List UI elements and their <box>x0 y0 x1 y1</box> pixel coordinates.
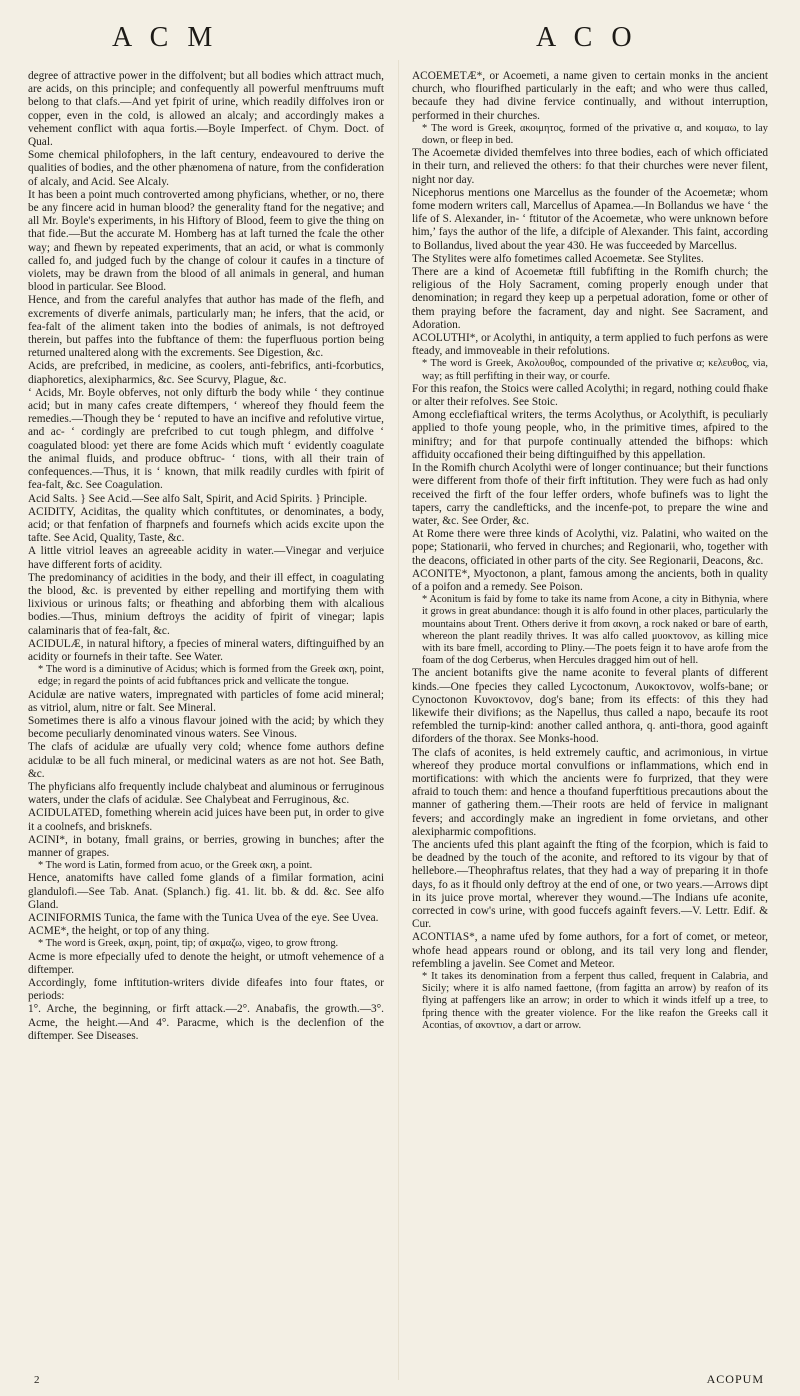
entry-paragraph: It has been a point much controverted among phyficians, whether, or no, there be any fincere acid in human blood? the generality ftand for the negative; and all Mr. Boyle's experiments, in his Hiftory of Blood, feem to give the thing on that fide.—But the accurate M. Homberg has at laft turned the fcale the other way; and fhewn by repeated experiments, that an acid, or what is commonly called fo, and judged fuch by the change of colour it caufes in a tincture of violets, may be drawn from the blood of all animals in general, and human blood in particular. See Blood. <box>28 188 384 294</box>
entry-paragraph: Hence, anatomifts have called fome glands of a fimilar formation, acini glandulofi.—See Tab. Anat. (Splanch.) fig. 41. lit. bb. & dd. &c. See alfo Gland. <box>28 872 384 911</box>
footnote: * It takes its denomination from a ferpent thus called, frequent in Calabria, and Sicily; where it is alfo named faettone, (from fagitta an arrow) by reafon of its flying at paffengers like an arrow; in order to which it winds itfelf up a tree, to fpring thence with the greater violence. For the like reafon the Greeks call it Acontias, of ακοντιον, a dart or arrow. <box>422 971 768 1031</box>
cross-reference: Acid Salts. } See Acid.—See alfo Salt, Spirit, and Acid Spirits. } Principle. <box>28 492 368 505</box>
footnote: * The word is Latin, formed from acuo, or the Greek ακη, a point. <box>38 860 313 872</box>
entry-paragraph: In the Romifh church Acolythi were of longer continuance; but their functions were different from thofe of their firft inftitution. They were fuch as had only received the firft of the four leffer orders, whofe bufinefs was to light the tapers, carry the candlefticks, and the incenfe-pot, to prepare the wine and water, &c. See Order, &c. <box>412 462 768 527</box>
running-head-left: A C M <box>112 22 219 53</box>
entry-paragraph: ACIDULÆ, in natural hiftory, a fpecies of mineral waters, diftinguifhed by an acidity or fournefs in their tafte. See Water. <box>28 637 384 663</box>
signature-mark: 2 <box>34 1374 40 1386</box>
entry-paragraph: ACOLUTHI*, or Acolythi, in antiquity, a term applied to fuch perfons as were fteady, and immoveable in their refolutions. <box>412 332 768 358</box>
entry-paragraph: Acids, are prefcribed, in medicine, as coolers, anti-febrifics, anti-fcorbutics, diaphoretics, alexipharmics, &c. See Scurvy, Plague, &c. <box>28 360 384 386</box>
footnote: * The word is Greek, Ακολουθος, compounded of the privative α; κελευθος, via, way; as ftill perfifting in their way, or courfe. <box>422 358 768 382</box>
entry-paragraph: ACONTIAS*, a name ufed by fome authors, for a fort of comet, or meteor, whofe head appears round or oblong, and its tail very long and flender, refembling a javelin. See Comet and Meteor. <box>412 931 768 970</box>
entry-paragraph: ACIDITY, Aciditas, the quality which conftitutes, or denominates, a body, acid; or that fenfation of fharpnefs and fournefs which acids excite upon the tafte. See Acid, Quality, Taste, &c. <box>28 505 384 545</box>
entry-paragraph: For this reafon, the Stoics were called Acolythi; in regard, nothing could fhake or alter their refolves. See Stoic. <box>412 382 768 409</box>
entry-paragraph: 1°. Arche, the beginning, or firft attack.—2°. Anabafis, the growth.—3°. Acme, the height.—And 4°. Paracme, which is the declenfion of the diftemper. See Diseases. <box>28 1003 384 1042</box>
entry-paragraph: The clafs of aconites, is held extremely cauftic, and acrimonious, in virtue whereof they produce mortal convulfions or inflammations, which end in mortifications: with which the ancients were fo furprized, that they were afraid to touch them: and hence a thoufand fuperftitious precautions about the manner of gathering them.—Their roots are held of fervice in malignant fevers; and accordingly make an ingredient in fome orvietans, and other alexipharmic compofitions. <box>412 746 768 838</box>
column-gutter <box>398 60 399 1380</box>
entry-paragraph: The Acoemetæ divided themfelves into three bodies, each of which officiated in their turn, and relieved the others: fo that their churches were never filent, night nor day. <box>412 147 768 186</box>
entry-paragraph: The ancients ufed this plant againft the fting of the fcorpion, which is faid to be deadned by the touch of the aconite, and reftored to its vigour by that of hellebore.—Theophraftus relates, that they had a way of preparing it in thofe days, fo as it fhould only deftroy at the end of one, or two years.—Arrows dipt in its juice prove mortal, wherever they wound.—The Indians ufe aconite, corrected in cow's urine, with good fuccefs againft fevers.—V. Lettr. Edif. & Cur. <box>412 838 768 931</box>
entry-paragraph: Nicephorus mentions one Marcellus as the founder of the Acoemetæ; whom fome modern writers call, Marcellus of Apamea.—In Bollandus we have ‘ the life of S. Alexander, in- ‘ ftitutor of the Acoemetæ, who were unknown before him,’ fays the author of the life, a difciple of Alexander. This faint, according to Bollandus, lived about the year 430. He was fucceeded by Marcellus. <box>412 186 768 252</box>
entry-paragraph: The Stylites were alfo fometimes called Acoemetæ. See Stylites. <box>412 252 704 265</box>
entry-paragraph: Acme is more efpecially ufed to denote the height, or utmoft vehemence of a diftemper. <box>28 950 384 976</box>
footnote: * Aconitum is faid by fome to take its name from Acone, a city in Bithynia, where it grows in great abundance: though it is alfo found in other places, particularly the mountains about Trent. Others derive it from ακονη, a rock naked or bare of earth, whereon the plant readily thrives. It was alfo called μυοκτονον, as killing mice with its bare fmell, according to Pliny.—The poets feign it to have arofe from the foam of the dog Cerberus, when Hercules dragged him out of hell. <box>422 594 768 667</box>
entry-paragraph: Among ecclefiaftical writers, the terms Acolythus, or Acolythift, is peculiarly applied to thofe young people, who, in the primitive times, afpired to the miniftry; and for that purpofe continually attended the bifhops: which affiduity occafioned their being diftinguifhed by this appellation. <box>412 409 768 461</box>
right-column <box>412 70 768 1032</box>
footnote: * The word is Greek, ακμη, point, tip; of ακμαζω, vigeo, to grow ftrong. <box>38 938 339 950</box>
entry-paragraph: Sometimes there is alfo a vinous flavour joined with the acid; by which they become peculiarly denominated vinous waters. See Vinous. <box>28 714 384 741</box>
running-head-right: A C O <box>536 22 638 53</box>
entry-paragraph: The predominancy of acidities in the body, and their ill effect, in coagulating the blood, &c. is prevented by either repelling and mortifying them with lixivious or urinous falts; or fheathing and abforbing them with alcalious bodies.—Thus, minium deftroys the acidity of fpirit of vinegar; lapis calaminaris that of fea-falt, &c. <box>28 571 384 637</box>
entry-paragraph: Accordingly, fome inftitution-writers divide difeafes into four ftates, or periods: <box>28 977 384 1003</box>
entry-paragraph: ACONITE*, Myoctonon, a plant, famous among the ancients, both in quality of a poifon and a remedy. See Poison. <box>412 567 768 593</box>
entry-paragraph: The ancient botanifts give the name aconite to feveral plants of different kinds.—One fpecies they called Lycoctonum, Λυκοκτονον, wolfs-bane; or Cynoctonon Κυνοκτονον, dog's bane; from its effects: of this they had likewife their divifions; as the Napellus, thus called a napo, becaufe its root refembled the turnip-kind: another called anthora, q. anti-thora, good againft diforders of the thorax. See Monks-hood. <box>412 667 768 746</box>
entry-paragraph: The clafs of acidulæ are ufually very cold; whence fome authors define acidulæ to be all fuch mineral, or medicinal waters as are not hot. See Bath, &c. <box>28 741 384 780</box>
footnote: * The word is a diminutive of Acidus; which is formed from the Greek ακη, point, edge; in regard the points of acid fubftances prick and vellicate the tongue. <box>38 664 384 688</box>
entry-paragraph: Acidulæ are native waters, impregnated with particles of fome acid mineral; as vitriol, alum, nitre or falt. See Mineral. <box>28 688 384 714</box>
entry-paragraph: The phyficians alfo frequently include chalybeat and aluminous or ferruginous waters, under the clafs of acidulæ. See Chalybeat and Ferruginous, &c. <box>28 780 384 807</box>
entry-paragraph: A little vitriol leaves an agreeable acidity in water.—Vinegar and verjuice have different forts of acidity. <box>28 545 384 571</box>
entry-paragraph: Hence, and from the careful analyfes that author has made of the flefh, and excrements of diverfe animals, particularly man; he infers, that the acid, or fea-falt of the aliment taken into the bodies of animals, is not deftroyed therein, but paffes into the fubftance of them: the fuperfluous portion being returned unaltered along with the excrements. See Digestion, &c. <box>28 294 384 360</box>
entry-paragraph: ACINI*, in botany, fmall grains, or berries, growing in bunches; after the manner of grapes. <box>28 833 384 859</box>
catchword: ACOPUM <box>706 1372 764 1386</box>
entry-paragraph: degree of attractive power in the diffolvent; but all bodies which attract much, are acids, on this principle; and confequently all powerful menftruums muft belong to that clafs.—And yet fpirit of urine, which readily diffolves iron or copper, even in the cold, is allowed an alcaly; and accordingly makes a vehement conflict with aqua fortis.—Boyle Imperfect. of Chym. Doct. of Qual. <box>28 70 384 149</box>
entry-paragraph: There are a kind of Acoemetæ ftill fubfifting in the Romifh church; the religious of the Holy Sacrament, coming properly enough under that denomination; in regard they keep up a perpetual adoration, fome or other of them praying before the facrament, day and night. See Sacrament, and Adoration. <box>412 266 768 331</box>
quoted-paragraph: ‘ Acids, Mr. Boyle obferves, not only difturb the body while ‘ they continue acid; but in many cafes create diftempers, ‘ whereof they fhould feem the remedies.—Though they be ‘ reputed to have an incifive and refolutive virtue, and ac- ‘ cordingly are prefcribed to cut tough phlegm, and diffolve ‘ coagulated blood: yet there are fome Acids which muft ‘ evidently coagulate the animal fluids, and produce obftruc- ‘ tions, with all their train of confequences.—Thus, it is ‘ known, that milk readily curdles with fpirit of fea-falt, &c. See Coagulation. <box>28 386 384 492</box>
entry-paragraph: Some chemical philofophers, in the laft century, endeavoured to derive the qualities of bodies, and the other phænomena of nature, from the confideration of alcaly, and Acid. See Alcaly. <box>28 149 384 188</box>
entry-paragraph: ACME*, the height, or top of any thing. <box>28 925 210 938</box>
entry-paragraph: ACOEMETÆ*, or Acoemeti, a name given to certain monks in the ancient church, who flourifhed particularly in the eaft; and who were thus called, becaufe they had divine fervice continually, and without interruption, performed in their churches. <box>412 70 768 122</box>
entry-paragraph: At Rome there were three kinds of Acolythi, viz. Palatini, who waited on the pope; Stationarii, who ferved in churches; and Regionarii, who, together with the deacons, officiated in other parts of the city. See Regionarii, Deacons, &c. <box>412 528 768 567</box>
entry-paragraph: ACIDULATED, fomething wherein acid juices have been put, in order to give it a coolnefs, and brisknefs. <box>28 807 384 833</box>
left-column <box>28 70 384 1043</box>
footnote: * The word is Greek, ακοιμητος, formed of the privative α, and κοιμαω, to lay down, or fleep in bed. <box>422 122 768 147</box>
entry-paragraph: ACINIFORMIS Tunica, the fame with the Tunica Uvea of the eye. See Uvea. <box>28 912 379 924</box>
